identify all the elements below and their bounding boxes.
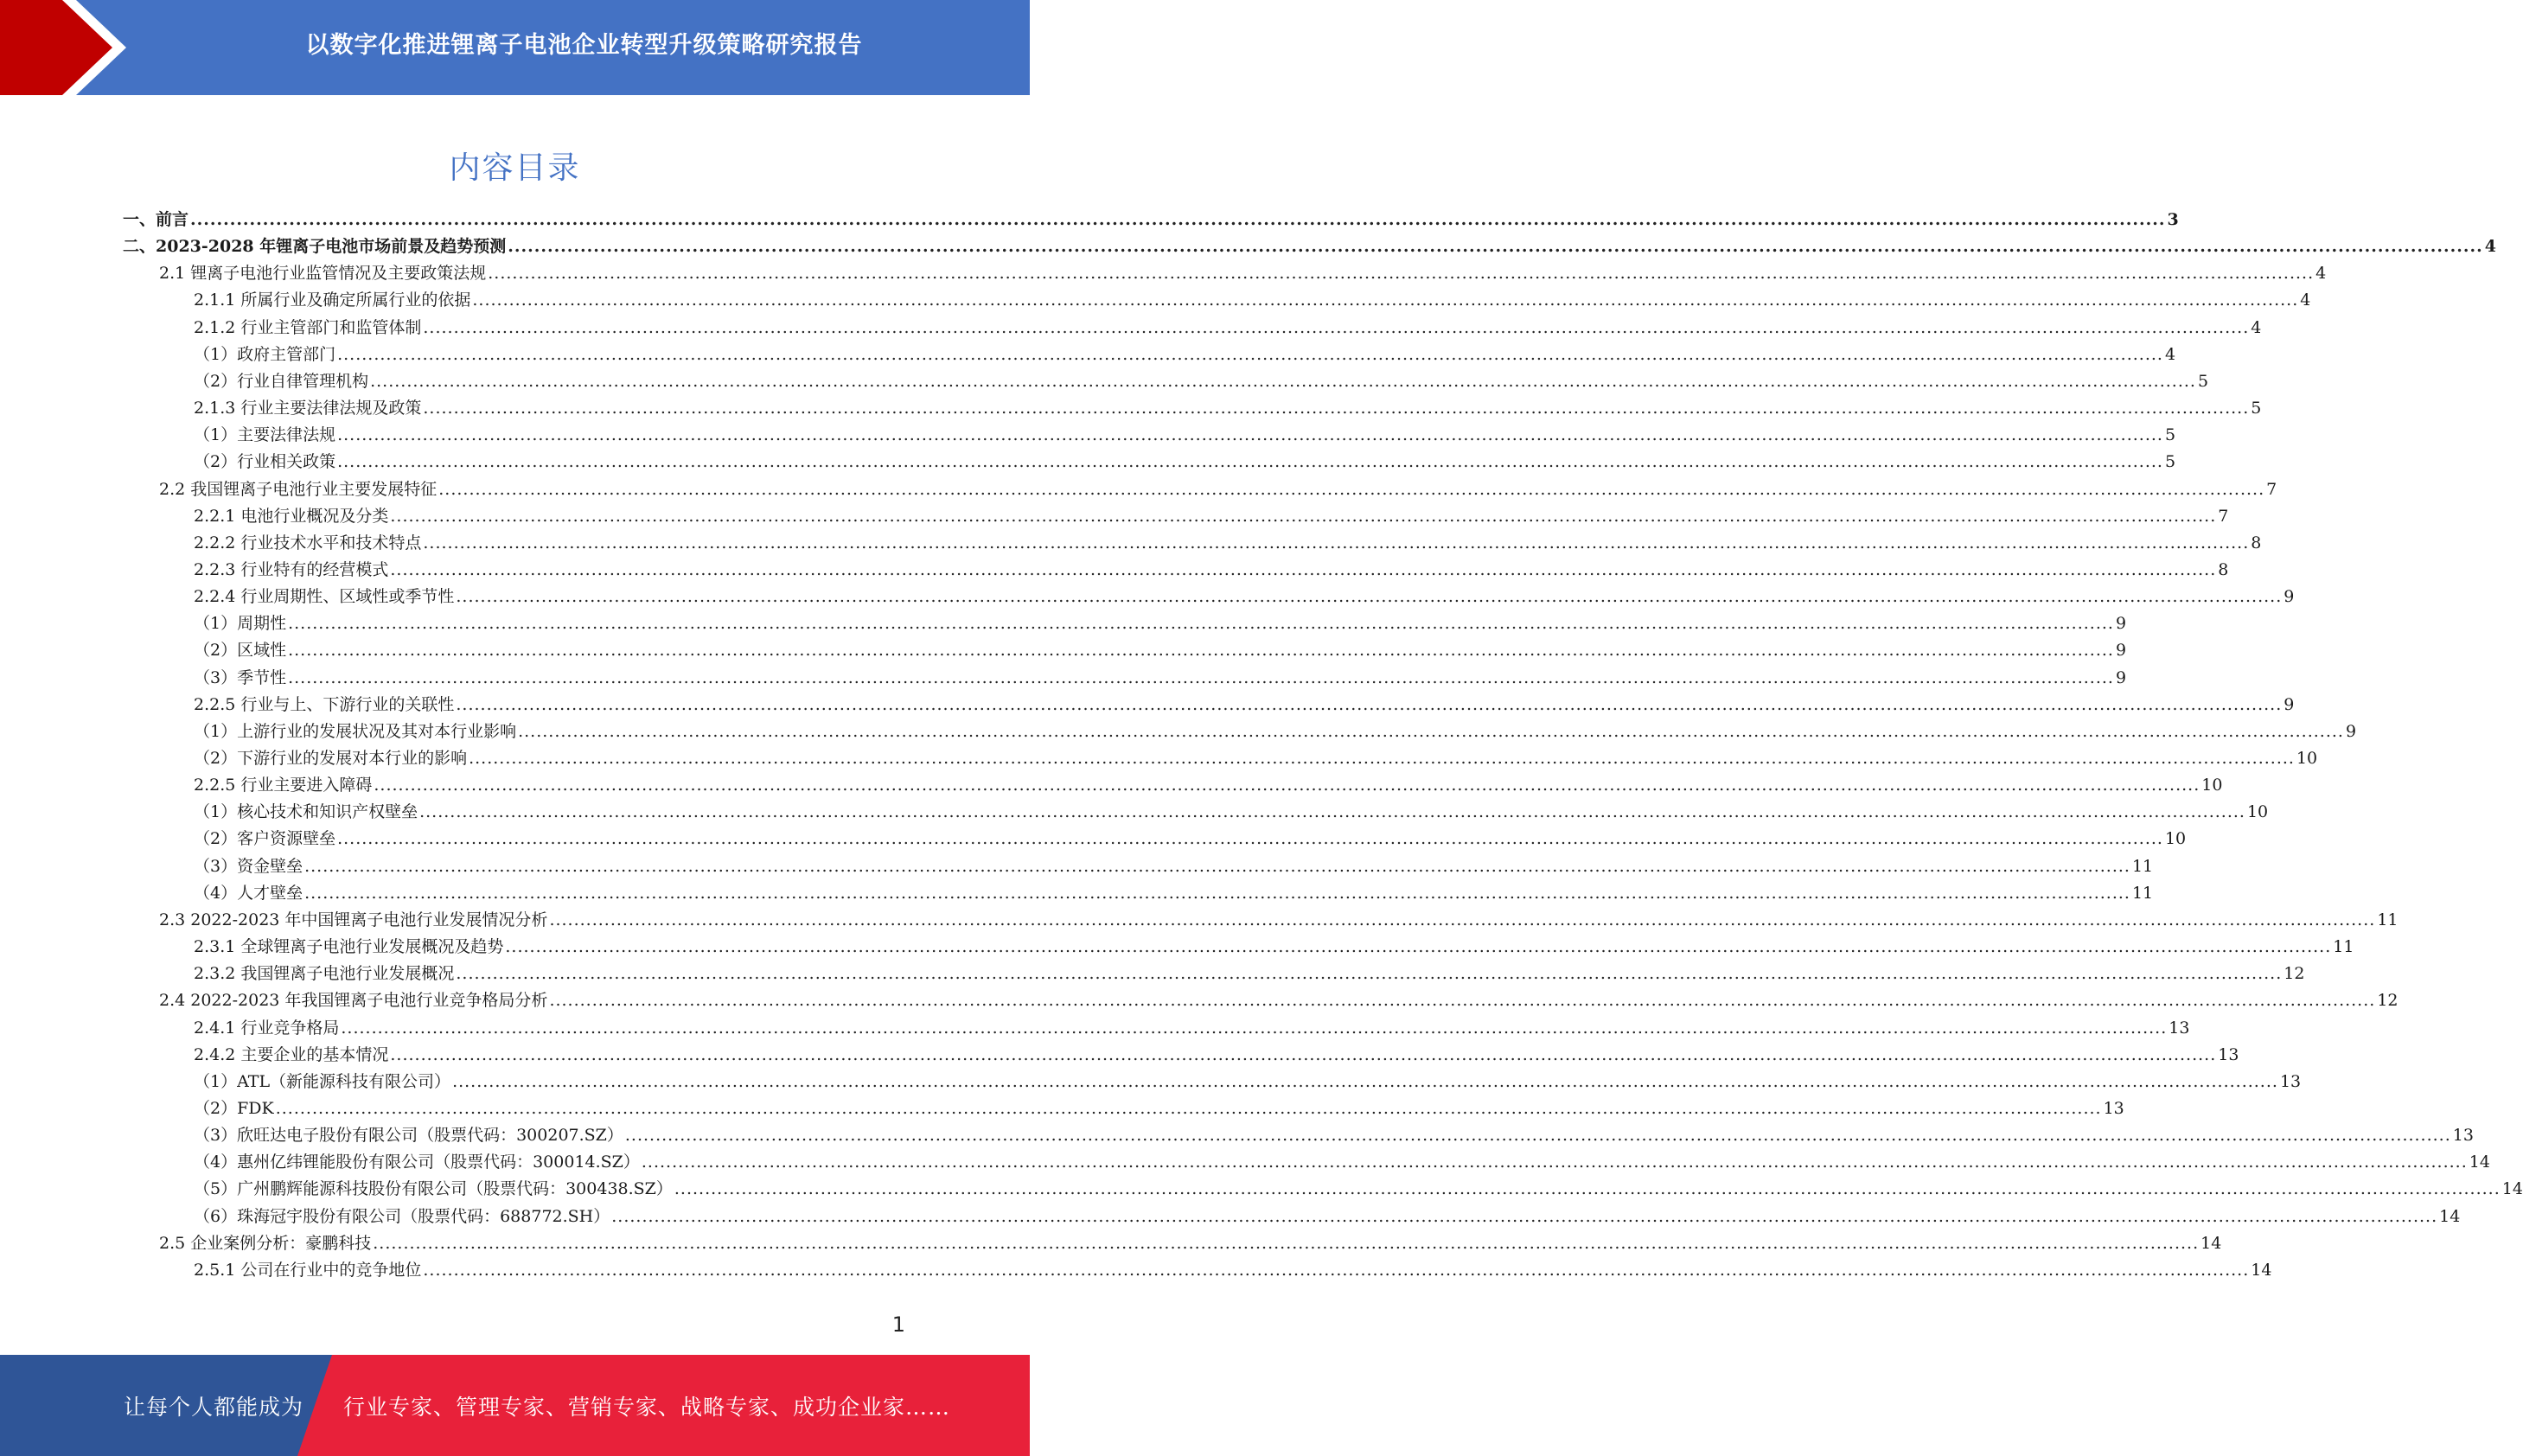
toc-dot-leader: ............................................................................................................................................................................................................................................................................................................ <box>288 614 2114 634</box>
toc-dot-leader: ............................................................................................................................................................................................................................................................................................................ <box>288 641 2114 661</box>
toc-entry-page: 10 <box>2296 749 2318 768</box>
toc-entry[interactable] <box>194 449 2176 476</box>
toc-entry-label: 2.1.2 行业主管部门和监管体制 <box>194 317 422 337</box>
toc-entry-page: 9 <box>2283 694 2295 714</box>
toc-entry-page: 14 <box>2200 1233 2222 1253</box>
toc-dot-leader: ............................................................................................................................................................................................................................................................................................................ <box>508 237 2483 257</box>
toc-entry-label: （4）惠州亿纬锂能股份有限公司（股票代码：300014.SZ） <box>194 1153 640 1172</box>
toc-entry-label: （6）珠海冠宇股份有限公司（股票代码：688772.SH） <box>194 1206 610 1226</box>
toc-entry-page: 5 <box>2197 371 2209 391</box>
toc-dot-leader: ............................................................................................................................................................................................................................................................................................................ <box>337 452 2163 472</box>
toc-entry-label: （3）资金壁垒 <box>194 856 303 876</box>
toc-entry-page: 4 <box>2484 237 2496 257</box>
toc-entry-label: 2.1 锂离子电池行业监管情况及主要政策法规 <box>159 264 487 284</box>
toc-dot-leader: ............................................................................................................................................................................................................................................................................................................ <box>390 1044 2217 1064</box>
toc-entry-label: 2.2.5 行业与上、下游行业的关联性 <box>194 694 455 714</box>
toc-entry-label: 2.3 2022-2023 年中国锂离子电池行业发展情况分析 <box>159 910 548 929</box>
toc-entry[interactable] <box>194 1095 2124 1122</box>
toc-entry[interactable] <box>194 1015 2190 1042</box>
toc-entry-page: 13 <box>2103 1098 2124 1118</box>
toc-entry[interactable] <box>194 287 2311 314</box>
toc-entry-label: 一、前言 <box>123 210 189 229</box>
toc-entry[interactable] <box>194 1042 2239 1069</box>
toc-entry-label: （2）区域性 <box>194 641 287 661</box>
toc-dot-leader: ............................................................................................................................................................................................................................................................................................................ <box>452 1071 2278 1091</box>
toc-entry-page: 9 <box>2115 641 2127 661</box>
toc-entry-page: 5 <box>2164 425 2176 445</box>
toc-dot-leader: ............................................................................................................................................................................................................................................................................................................ <box>674 1179 2501 1199</box>
toc-entry-page: 13 <box>2169 1018 2190 1038</box>
toc-entry[interactable] <box>159 987 2398 1014</box>
toc-dot-leader: ............................................................................................................................................................................................................................................................................................................ <box>288 667 2114 687</box>
toc-dot-leader: ............................................................................................................................................................................................................................................................................................................ <box>419 802 2245 822</box>
toc-dot-leader: ............................................................................................................................................................................................................................................................................................................ <box>390 559 2217 579</box>
toc-entry-page: 13 <box>2279 1071 2302 1091</box>
toc-entry[interactable] <box>194 1204 2461 1230</box>
toc-entry[interactable] <box>194 395 2262 422</box>
toc-entry-label: （1）核心技术和知识产权壁垒 <box>194 802 418 822</box>
toc-dot-leader: ............................................................................................................................................................................................................................................................................................................ <box>337 425 2163 445</box>
toc-entry-label: （2）行业相关政策 <box>194 452 336 472</box>
toc-title: 内容目录 <box>449 150 581 186</box>
toc-entry[interactable] <box>194 1257 2272 1284</box>
toc-entry[interactable] <box>194 853 2154 880</box>
toc-entry-label: 2.2.2 行业技术水平和技术特点 <box>194 533 422 552</box>
toc-entry-page: 4 <box>2315 264 2327 284</box>
toc-entry[interactable] <box>194 718 2357 745</box>
toc-entry[interactable] <box>194 315 2262 342</box>
toc-entry[interactable] <box>159 476 2277 503</box>
toc-entry[interactable] <box>159 907 2398 934</box>
toc-dot-leader: ............................................................................................................................................................................................................................................................................................................ <box>423 1260 2250 1280</box>
toc-entry[interactable] <box>194 610 2127 637</box>
toc-entry[interactable] <box>194 503 2229 530</box>
toc-dot-leader: ............................................................................................................................................................................................................................................................................................................ <box>390 506 2217 526</box>
page-footer <box>0 1355 1030 1456</box>
toc-entry[interactable] <box>194 1149 2490 1176</box>
toc-entry[interactable] <box>194 368 2209 395</box>
toc-entry[interactable] <box>194 961 2305 987</box>
toc-entry[interactable] <box>194 637 2127 664</box>
toc-entry-page: 7 <box>2266 479 2277 499</box>
page-header <box>0 0 1030 95</box>
toc-dot-leader: ............................................................................................................................................................................................................................................................................................................ <box>641 1153 2468 1172</box>
header-title: 以数字化推进锂离子电池企业转型升级策略研究报告 <box>305 32 863 59</box>
footer-slogan-left: 让每个人都能成为 <box>124 1395 304 1420</box>
toc-entry-page: 12 <box>2283 964 2305 984</box>
toc-entry-label: 2.4.2 主要企业的基本情况 <box>194 1044 389 1064</box>
toc-entry-label: 2.2.1 电池行业概况及分类 <box>194 506 389 526</box>
toc-entry[interactable] <box>123 233 2496 260</box>
toc-entry-page: 4 <box>2300 291 2311 310</box>
toc-dot-leader: ............................................................................................................................................................................................................................................................................................................ <box>549 910 2376 929</box>
toc-dot-leader: ............................................................................................................................................................................................................................................................................................................ <box>438 479 2265 499</box>
toc-entry[interactable] <box>194 1122 2474 1149</box>
toc-entry-page: 14 <box>2439 1206 2461 1226</box>
toc-dot-leader: ............................................................................................................................................................................................................................................................................................................ <box>469 749 2295 768</box>
toc-dot-leader: ............................................................................................................................................................................................................................................................................................................ <box>374 776 2200 795</box>
toc-entry-label: 2.3.1 全球锂离子电池行业发展概况及趋势 <box>194 937 504 957</box>
toc-entry[interactable] <box>194 772 2223 799</box>
toc-entry-label: 2.2 我国锂离子电池行业主要发展特征 <box>159 479 438 499</box>
toc-entry-page: 4 <box>2164 344 2176 364</box>
toc-dot-leader: ............................................................................................................................................................................................................................................................................................................ <box>456 694 2283 714</box>
toc-dot-leader: ............................................................................................................................................................................................................................................................................................................ <box>337 829 2163 849</box>
toc-dot-leader: ............................................................................................................................................................................................................................................................................................................ <box>304 856 2130 876</box>
toc-entry[interactable] <box>194 422 2176 449</box>
toc-dot-leader: ............................................................................................................................................................................................................................................................................................................ <box>505 937 2332 957</box>
toc-entry[interactable] <box>159 1230 2222 1257</box>
toc-entry-label: （1）主要法律法规 <box>194 425 336 445</box>
toc-entry[interactable] <box>194 584 2295 610</box>
toc-entry[interactable] <box>194 557 2229 584</box>
toc-entry-label: 2.2.4 行业周期性、区域性或季节性 <box>194 587 455 607</box>
toc-entry-label: （1）周期性 <box>194 614 287 634</box>
toc-dot-leader: ............................................................................................................................................................................................................................................................................................................ <box>549 991 2376 1011</box>
toc-entry-label: （1）上游行业的发展状况及其对本行业影响 <box>194 721 517 741</box>
toc-dot-leader: ............................................................................................................................................................................................................................................................................................................ <box>341 1018 2168 1038</box>
toc-entry-page: 11 <box>2131 883 2154 903</box>
toc-entry-label: 2.2.3 行业特有的经营模式 <box>194 559 389 579</box>
toc-entry-label: 2.5 企业案例分析：豪鹏科技 <box>159 1233 372 1253</box>
toc-entry[interactable] <box>194 826 2187 853</box>
toc-entry-page: 10 <box>2246 802 2269 822</box>
toc-entry-page: 7 <box>2218 506 2229 526</box>
toc-entry-page: 3 <box>2167 210 2179 229</box>
toc-dot-leader: ............................................................................................................................................................................................................................................................................................................ <box>488 264 2315 284</box>
toc-dot-leader: ............................................................................................................................................................................................................................................................................................................ <box>370 371 2196 391</box>
toc-entry-label: （2）FDK <box>194 1098 274 1118</box>
toc-entry-page: 9 <box>2115 667 2127 687</box>
toc-dot-leader: ............................................................................................................................................................................................................................................................................................................ <box>275 1098 2102 1118</box>
toc-entry[interactable] <box>159 260 2327 287</box>
page-number: 1 <box>891 1312 905 1337</box>
toc-entry-page: 8 <box>2218 559 2229 579</box>
toc-entry-page: 13 <box>2452 1126 2474 1146</box>
toc-entry-label: （1）ATL（新能源科技有限公司） <box>194 1071 451 1091</box>
toc-dot-leader: ............................................................................................................................................................................................................................................................................................................ <box>518 721 2344 741</box>
toc-entry-label: （2）行业自律管理机构 <box>194 371 369 391</box>
toc-dot-leader: ............................................................................................................................................................................................................................................................................................................ <box>472 291 2299 310</box>
toc-entry-page: 9 <box>2115 614 2127 634</box>
toc-dot-leader: ............................................................................................................................................................................................................................................................................................................ <box>423 533 2250 552</box>
toc-entry[interactable] <box>194 530 2262 557</box>
toc-entry-label: 2.4.1 行业竞争格局 <box>194 1018 340 1038</box>
toc-entry-label: 2.1.1 所属行业及确定所属行业的依据 <box>194 291 471 310</box>
toc-entry-page: 9 <box>2345 721 2357 741</box>
toc-entry-page: 10 <box>2201 776 2223 795</box>
toc-dot-leader: ............................................................................................................................................................................................................................................................................................................ <box>624 1126 2451 1146</box>
toc-entry-label: 2.2.5 行业主要进入障碍 <box>194 776 373 795</box>
toc-entry[interactable] <box>194 745 2318 772</box>
toc-entry-page: 4 <box>2251 317 2262 337</box>
toc-entry[interactable] <box>194 799 2269 826</box>
toc-dot-leader: ............................................................................................................................................................................................................................................................................................................ <box>423 317 2250 337</box>
toc-dot-leader: ............................................................................................................................................................................................................................................................................................................ <box>456 587 2283 607</box>
toc-dot-leader: ............................................................................................................................................................................................................................................................................................................ <box>456 964 2283 984</box>
toc-entry-page: 11 <box>2333 937 2354 957</box>
toc-entry-page: 5 <box>2164 452 2176 472</box>
toc-dot-leader: ............................................................................................................................................................................................................................................................................................................ <box>190 210 2166 229</box>
footer-slogan-right: 行业专家、管理专家、营销专家、战略专家、成功企业家…… <box>343 1395 951 1420</box>
toc-entry[interactable] <box>194 1069 2302 1095</box>
toc-entry-label: （3）欣旺达电子股份有限公司（股票代码：300207.SZ） <box>194 1126 623 1146</box>
toc-dot-leader: ............................................................................................................................................................................................................................................................................................................ <box>373 1233 2200 1253</box>
toc-entry-page: 14 <box>2469 1153 2490 1172</box>
toc-entry[interactable] <box>194 1176 2523 1203</box>
toc-entry-label: （5）广州鹏辉能源科技股份有限公司（股票代码：300438.SZ） <box>194 1179 673 1199</box>
toc-entry[interactable] <box>194 665 2127 692</box>
toc-entry-page: 14 <box>2251 1260 2272 1280</box>
toc-entry[interactable] <box>194 934 2354 961</box>
toc-entry[interactable] <box>194 880 2154 907</box>
toc-dot-leader: ............................................................................................................................................................................................................................................................................................................ <box>304 883 2130 903</box>
toc-entry-label: （3）季节性 <box>194 667 287 687</box>
toc-entry-label: （2）客户资源壁垒 <box>194 829 336 849</box>
toc-entry-label: 2.1.3 行业主要法律法规及政策 <box>194 399 422 418</box>
toc-entry-label: （4）人才壁垒 <box>194 883 303 903</box>
toc-entry-page: 14 <box>2501 1179 2523 1199</box>
toc-entry-label: 2.3.2 我国锂离子电池行业发展概况 <box>194 964 455 984</box>
toc-entry-page: 5 <box>2251 399 2262 418</box>
toc-entry[interactable] <box>194 692 2295 718</box>
toc-entry[interactable] <box>123 207 2179 233</box>
toc-entry-label: （1）政府主管部门 <box>194 344 336 364</box>
toc-dot-leader: ............................................................................................................................................................................................................................................................................................................ <box>423 399 2250 418</box>
toc-dot-leader: ............................................................................................................................................................................................................................................................................................................ <box>337 344 2163 364</box>
toc-entry-page: 10 <box>2164 829 2187 849</box>
toc-entry-page: 8 <box>2251 533 2262 552</box>
toc-entry-page: 11 <box>2377 910 2398 929</box>
toc-entry[interactable] <box>194 342 2176 368</box>
toc-entry-label: 2.5.1 公司在行业中的竞争地位 <box>194 1260 422 1280</box>
toc-entry-label: （2）下游行业的发展对本行业的影响 <box>194 749 468 768</box>
toc-entry-label: 二、2023-2028 年锂离子电池市场前景及趋势预测 <box>123 237 507 257</box>
toc-entry-label: 2.4 2022-2023 年我国锂离子电池行业竞争格局分析 <box>159 991 548 1011</box>
toc-dot-leader: ............................................................................................................................................................................................................................................................................................................ <box>611 1206 2438 1226</box>
toc-entry-page: 11 <box>2131 856 2154 876</box>
toc-entry-page: 9 <box>2283 587 2295 607</box>
toc-entry-page: 13 <box>2218 1044 2239 1064</box>
toc-entry-page: 12 <box>2377 991 2398 1011</box>
